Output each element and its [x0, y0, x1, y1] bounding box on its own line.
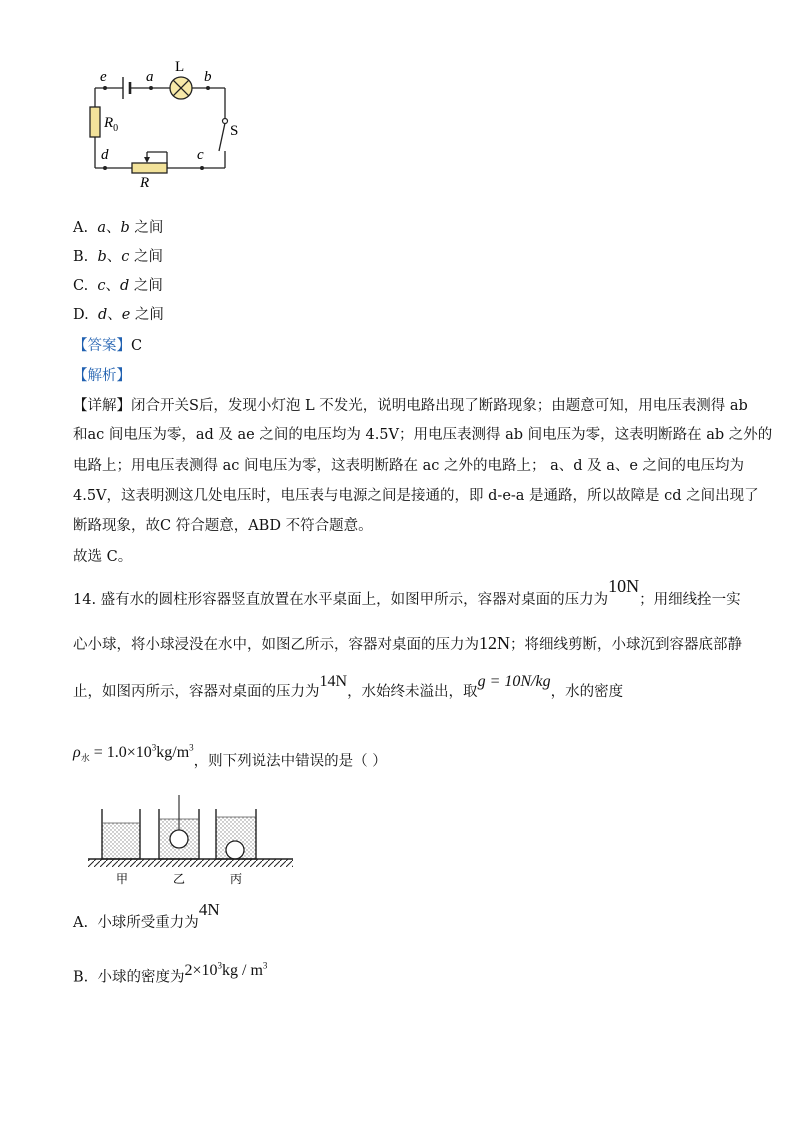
resistor-r0-label: $R_0$: [104, 115, 119, 134]
containers-figure: [88, 795, 293, 887]
container-bing: [216, 809, 256, 859]
figure-label-yi: 乙: [173, 872, 186, 886]
circuit-diagram: [80, 55, 255, 190]
node-label-c: c: [197, 147, 204, 163]
ball-bottom: [226, 841, 244, 859]
analysis-label: 【解析】: [73, 368, 131, 384]
node-label-d: d: [101, 147, 109, 163]
lamp-symbol: [170, 77, 192, 99]
q13-option-c[interactable]: C. c、d 之间: [73, 278, 163, 294]
rheostat-label: R: [140, 175, 150, 190]
q13-option-a[interactable]: A. a、b 之间: [73, 220, 164, 236]
q14-line-4: $\rho_水 = 1.0\times 10^3kg/m^3$，则下列说法中错误的是（ ）: [73, 743, 387, 770]
ball-hanging: [170, 830, 188, 848]
container-jia: [102, 809, 140, 859]
detail-line-2: 和ac 间电压为零，ad 及 ae 之间的电压均为 4.5V；用电压表测得 ab 间电压为零，这表明断路在 ab 之外的: [73, 427, 773, 443]
q13-option-b[interactable]: B. b、c 之间: [73, 249, 164, 265]
node-label-b: b: [204, 69, 212, 85]
detail-conclusion: 故选 C。: [73, 549, 133, 565]
figure-label-bing: 丙: [230, 872, 243, 886]
node-label-e: e: [100, 69, 107, 85]
container-yi: [159, 795, 199, 859]
resistor-r0: [90, 107, 100, 137]
q14-line-2: 心小球，将小球浸没在水中，如图乙所示，容器对桌面的压力为12N；将细线剪断，小球沉到容器底部静: [73, 633, 742, 653]
node-label-a: a: [146, 69, 154, 85]
switch-label: S: [230, 123, 239, 139]
figure-label-jia: 甲: [116, 872, 129, 886]
answer-line: 【答案】C: [73, 338, 143, 354]
detail-line-4: 4.5V，这表明测这几处电压时，电压表与电源之间是接通的，即 d-e-a 是通路，所以故障是 cd 之间出现了: [73, 488, 759, 504]
q14-line-3: 止，如图丙所示，容器对桌面的压力为14N，水始终未溢出，取g = 10N/kg，水的密度: [73, 673, 624, 700]
q14-line-1: 14. 盛有水的圆柱形容器竖直放置在水平桌面上，如图甲所示，容器对桌面的压力为10N；用细线拴一实: [73, 576, 741, 608]
detail-line-5: 断路现象，故C 符合题意，ABD 不符合题意。: [73, 518, 373, 534]
detail-line-1: 【详解】闭合开关S后，发现小灯泡 L 不发光，说明电路出现了断路现象；由题意可知，用电压表测得 ab: [73, 398, 748, 414]
q14-option-a[interactable]: A. 小球所受重力为4N: [73, 900, 220, 931]
rheostat-r: [132, 163, 167, 173]
q14-option-b[interactable]: B. 小球的密度为$2\times 10^3kg / m^3$: [73, 961, 268, 986]
q13-option-d[interactable]: D. d、e 之间: [73, 307, 164, 323]
lamp-label: L: [175, 59, 185, 75]
detail-line-3: 电路上；用电压表测得 ac 间电压为零，这表明断路在 ac 之外的电路上； a、d 及 a、e 之间的电压均为: [73, 458, 745, 474]
